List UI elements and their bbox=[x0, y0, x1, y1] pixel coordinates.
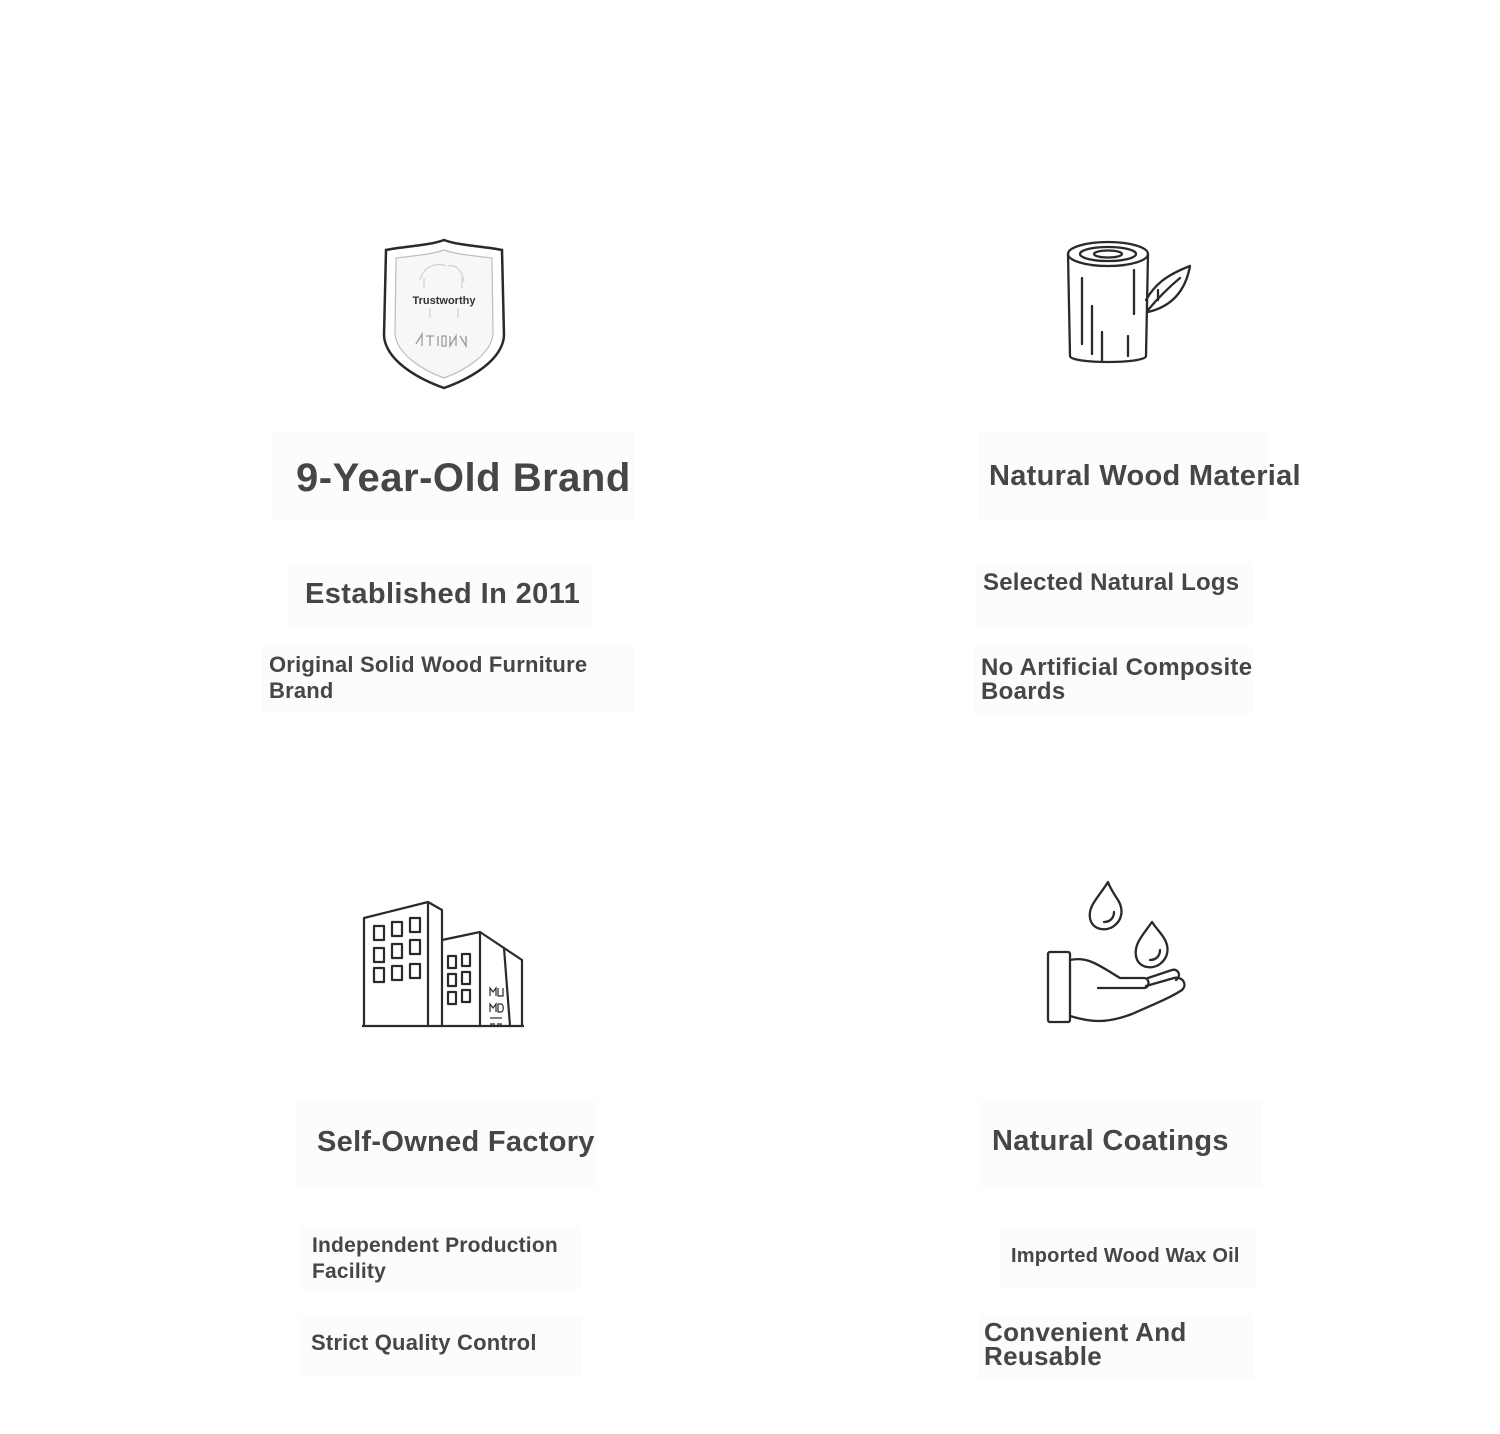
feature-subtitle: Established In 2011 bbox=[288, 562, 592, 626]
feature-description: Convenient And Reusable bbox=[978, 1314, 1254, 1380]
hand-oil-drops-icon bbox=[1040, 876, 1190, 1028]
feature-subtitle: Selected Natural Logs bbox=[976, 562, 1254, 626]
feature-title: Natural Wood Material bbox=[978, 432, 1268, 520]
feature-subtitle: Independent Production Facility bbox=[300, 1226, 582, 1290]
feature-title: 9-Year-Old Brand bbox=[272, 432, 634, 520]
feature-subtitle: Imported Wood Wax Oil bbox=[1000, 1228, 1256, 1288]
feature-description: Original Solid Wood Furniture Brand bbox=[262, 644, 634, 712]
wood-log-leaf-icon bbox=[1062, 236, 1196, 372]
feature-description: No Artificial Composite Boards bbox=[974, 646, 1254, 714]
trust-shield-icon bbox=[378, 236, 510, 392]
feature-title: Natural Coatings bbox=[980, 1100, 1262, 1188]
shield-badge-text: Trustworthy bbox=[412, 295, 476, 307]
factory-buildings-icon bbox=[358, 896, 528, 1030]
feature-title: Self-Owned Factory bbox=[296, 1100, 596, 1188]
feature-description: Strict Quality Control bbox=[300, 1316, 582, 1376]
